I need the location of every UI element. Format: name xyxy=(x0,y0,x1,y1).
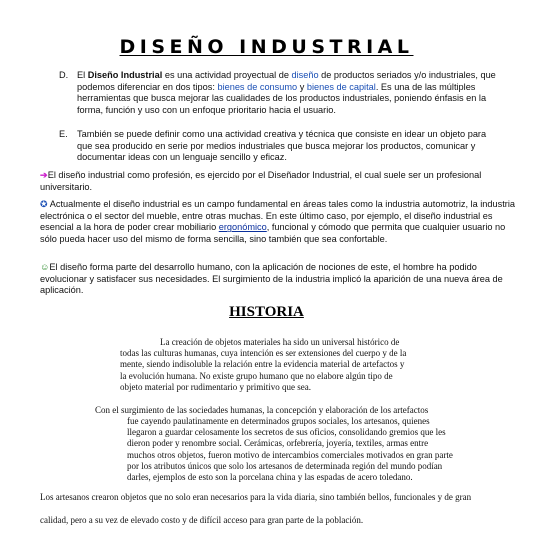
historia-para-1: La creación de objetos materiales ha sido un universal histórico de todas las culturas humanas, cuya intención es ser extensiones del cuerpo y de la mente, siendo indisoluble la relación entre la evidencia material de artefactos y la evolución humana. No existe grupo humano que no elabore algún tipo de objeto material por rudimentario y primitivo que sea. xyxy=(120,337,407,392)
smiley-icon: ☺ xyxy=(40,262,50,272)
item-d-mid2: de productos seriados y/o industriales, que podemos diferenciar en dos tipos: xyxy=(77,70,496,92)
historia-heading: HISTORIA xyxy=(229,304,304,320)
link-diseno[interactable]: diseño xyxy=(291,70,319,80)
item-e-text: También se puede definir como una actividad creativa y técnica que consiste en idear un objeto para que sea producido en serie por medios industriales que busca mejorar los productos, comunicar y documentar ideas con un lenguaje sencillo y eficaz. xyxy=(77,129,487,163)
item-d-mid3: y xyxy=(297,81,307,92)
para-actualmente xyxy=(40,199,515,245)
list-marker-d: D. xyxy=(59,70,69,80)
item-d-post: . Es una de las múltiples herramientas que busca mejorar las cualidades de los productos industriales, poniendo énfasis en la forma, función y uso con un enfoque prioritario hacia el usuario. xyxy=(77,81,487,115)
historia-para-3-line-2: calidad, pero a su vez de elevado costo y de difícil acceso para gran parte de la población. xyxy=(40,515,364,525)
para-profesion-text: El diseño industrial como profesión, es ejercido por el Diseñador Industrial, el cual suele ser un profesional universitario. xyxy=(40,170,482,192)
para-profesion xyxy=(40,170,515,193)
para-actualmente-pre: Actualmente el diseño industrial es un campo fundamental en áreas tales como la industria automotriz, la industria electrónica o el sector del mueble, entre otras muchas. En este último caso, por ejemplo, el diseño industrial es esencial a la hora de poder crear mobiliario xyxy=(40,199,515,233)
historia-para-2-first-line: Con el surgimiento de las sociedades humanas, la concepción y elaboración de los artefactos xyxy=(95,405,429,415)
para-desarrollo-text: El diseño forma parte del desarrollo humano, con la aplicación de nociones de este, el hombre ha podido evolucionar y satisfacer sus necesidades. El surgimiento de la industria implicó la aparición de una nueva área de aplicación. xyxy=(40,262,503,296)
link-ergonomico[interactable]: ergonómico xyxy=(218,222,267,233)
item-d-pre: El xyxy=(77,70,88,80)
item-d-bold: Diseño Industrial xyxy=(87,70,163,80)
para-desarrollo xyxy=(40,262,510,297)
arrow-right-icon: ➔ xyxy=(40,170,48,180)
link-bienes-capital[interactable]: bienes de capital xyxy=(306,81,376,92)
link-bienes-consumo[interactable]: bienes de consumo xyxy=(217,81,298,92)
page-title: DISEÑO INDUSTRIAL xyxy=(119,36,414,58)
star-bullet-icon: ✪ xyxy=(40,199,48,209)
historia-para-2-rest: fue cayendo paulatinamente en determinados grupos sociales, los artesanos, quienes llegaron a guardar celosamente los secretos de sus oficios, consolidando gremios que les dieron poder y renombre social. Cerámicas, orfebrería, joyería, textiles, armas entre muchos otros objetos, fueron motivo de intercambios comerciales motivados en gran parte por los atributos únicos que solo los artesanos de determinada región del mundo podían darles, ejemplos de esto son la porcelana china y las espadas de acero toledano. xyxy=(127,416,453,483)
list-marker-e: E. xyxy=(59,129,68,139)
para-actualmente-post: , funcional y cómodo que permita que cualquier usuario no sólo pueda hacer uso del mismo de forma sencilla, sino también que sea confortable. xyxy=(40,222,506,244)
historia-para-3-line-1: Los artesanos crearon objetos que no solo eran necesarios para la vida diaria, sino también bellos, funcionales y de gran xyxy=(40,492,472,502)
item-d-text xyxy=(77,70,513,116)
item-d-mid: es una actividad proyectual de xyxy=(162,70,292,80)
